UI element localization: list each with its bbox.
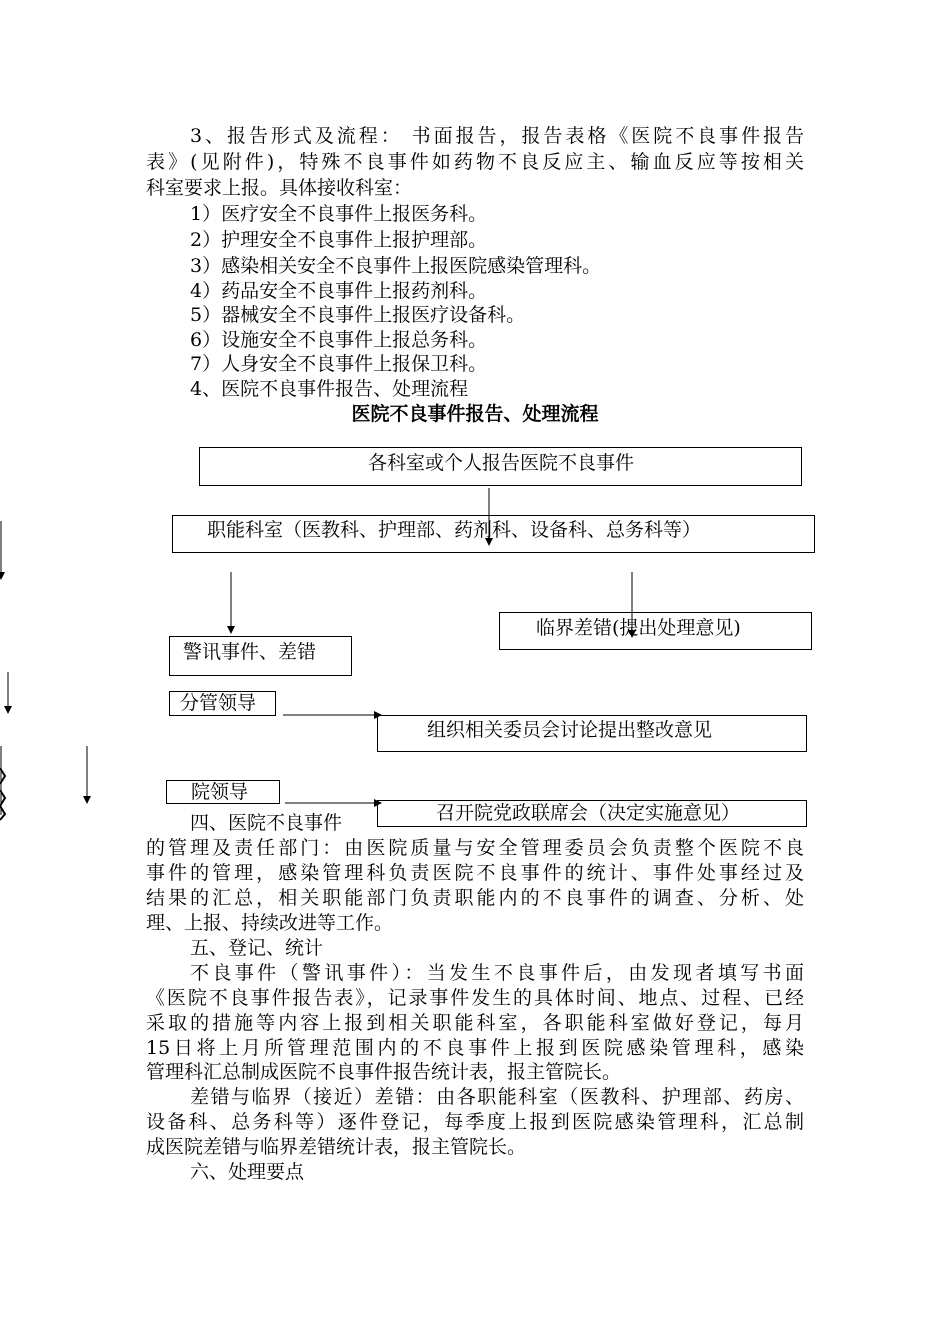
- list-item: 2）护理安全不良事件上报护理部。: [190, 229, 488, 251]
- section3-line-1: 3、报告形式及流程： 书面报告，报告表格《医院不良事件报告: [190, 125, 804, 147]
- flow-box-alert: [169, 636, 352, 676]
- section5-p1-line-3: 采取的措施等内容上报到相关职能科室，各职能科室做好登记，每月: [146, 1012, 804, 1034]
- section5-p1-line-5: 管理科汇总制成医院不良事件报告统计表，报主管院长。: [146, 1061, 622, 1083]
- list-item: 5）器械安全不良事件上报医疗设备科。: [190, 304, 526, 326]
- list-item: 7）人身安全不良事件上报保卫科。: [190, 353, 488, 375]
- section4-line-3: 结果的汇总，相关职能部门负责职能内的不良事件的调查、分析、处: [146, 887, 804, 909]
- flow-box-alert-label: 警讯事件、差错: [183, 641, 317, 663]
- flow-box-president: [166, 780, 280, 804]
- flow-box-leader-label: 分管领导: [180, 692, 257, 714]
- section4-line-1: 的管理及责任部门：由医院质量与安全管理委员会负责整个医院不良: [146, 837, 804, 859]
- flow-box-report-label: 各科室或个人报告医院不良事件: [368, 452, 635, 474]
- flow-box-dept: [172, 515, 815, 553]
- section6-heading: 六、处理要点: [190, 1161, 305, 1183]
- flow-box-report: [199, 447, 802, 486]
- section4-heading: 四、医院不良事件: [190, 812, 343, 834]
- flow-box-committee: [377, 715, 807, 752]
- flow-box-critical: [499, 612, 812, 650]
- list-item: 4）药品安全不良事件上报药剂科。: [190, 280, 488, 302]
- flow-box-president-label: 院领导: [191, 781, 249, 803]
- section3-item4-heading: 4、医院不良事件报告、处理流程: [190, 378, 469, 400]
- section3-line-2: 表》(见附件)，特殊不良事件如药物不良反应主、输血反应等按相关: [146, 151, 804, 173]
- section3-line-3: 科室要求上报。具体接收科室：: [146, 177, 413, 199]
- section4-line-4: 理、上报、持续改进等工作。: [146, 912, 394, 934]
- section5-p1-line-4: 15日将上月所管理范围内的不良事件上报到医院感染管理科，感染: [146, 1037, 804, 1059]
- section5-p2-line-1: 差错与临界（接近）差错：由各职能科室（医教科、护理部、药房、: [190, 1086, 804, 1108]
- arrow-margin-heads: [0, 768, 5, 820]
- flow-box-leader: [169, 691, 276, 716]
- section5-p1-line-2: 《医院不良事件报告表》，记录事件发生的具体时间、地点、过程、已经: [146, 987, 804, 1009]
- section5-p2-line-3: 成医院差错与临界差错统计表，报主管院长。: [146, 1136, 527, 1158]
- section5-p2-line-2: 设备科、总务科等）逐件登记，每季度上报到医院感染管理科，汇总制: [146, 1111, 804, 1133]
- section5-heading: 五、登记、统计: [190, 937, 324, 959]
- flow-box-meeting-label: 召开院党政联席会（决定实施意见）: [436, 802, 741, 824]
- list-item: 6）设施安全不良事件上报总务科。: [190, 329, 488, 351]
- flow-box-committee-label: 组织相关委员会讨论提出整改意见: [427, 719, 713, 741]
- flow-box-meeting: [377, 800, 807, 827]
- flow-title: 医院不良事件报告、处理流程: [351, 403, 599, 425]
- section5-p1-line-1: 不良事件（警讯事件）：当发生不良事件后，由发现者填写书面: [190, 962, 804, 984]
- section4-line-2: 事件的管理，感染管理科负责医院不良事件的统计、事件处事经过及: [146, 862, 804, 884]
- list-item: 1）医疗安全不良事件上报医务科。: [190, 203, 488, 225]
- flow-box-critical-label: 临界差错(提出处理意见): [536, 617, 741, 639]
- flow-box-dept-label: 职能科室（医教科、护理部、药剂科、设备科、总务科等）: [207, 519, 702, 541]
- list-item: 3）感染相关安全不良事件上报医院感染管理科。: [190, 255, 602, 277]
